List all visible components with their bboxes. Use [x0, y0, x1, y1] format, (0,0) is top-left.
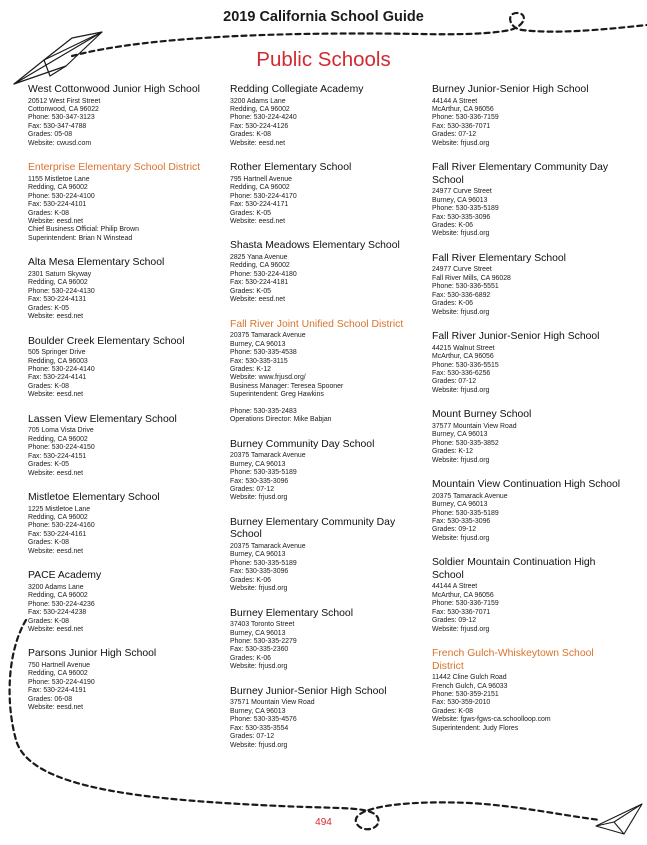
entry-detail: Fax: 530-224-4101	[28, 201, 87, 209]
entry-detail: Grades: 07-12	[432, 131, 477, 139]
school-name: Mountain View Continuation High School	[432, 479, 621, 491]
school-entry	[230, 240, 428, 304]
entry-detail: Phone: 530-224-4240	[230, 114, 297, 122]
entry-detail: Phone: 530-359-2151	[432, 690, 499, 698]
entry-detail: Phone: 530-336-5551	[432, 283, 499, 291]
school-name: West Cottonwood Junior High School	[28, 84, 200, 95]
school-name: Burney Junior-Senior High School	[230, 685, 387, 697]
district-name: Fall River Joint Unified School District	[230, 318, 404, 330]
school-name: Fall River Elementary Community Day School	[432, 162, 609, 186]
entry-detail: 44215 Walnut Street	[432, 344, 495, 352]
entry-detail: Website: frjusd.org	[230, 663, 288, 671]
school-name: Burney Community Day School	[230, 438, 375, 450]
entry-detail: Redding, CA 96003	[28, 357, 88, 365]
entry-detail: Redding, CA 96002	[230, 105, 290, 113]
entry-detail: Phone: 530-224-4180	[230, 270, 297, 278]
entry-detail: Website: cwusd.com	[28, 139, 92, 147]
entry-detail: 2825 Yana Avenue	[230, 253, 288, 261]
school-name: Soldier Mountain Continuation High School	[432, 557, 596, 581]
entry-detail: Fax: 530-224-4161	[28, 530, 87, 538]
school-name: Lassen View Elementary School	[28, 413, 177, 425]
entry-detail: Phone: 530-224-4130	[28, 287, 95, 295]
entry-detail: McArthur, CA 96056	[432, 105, 494, 113]
school-entry	[230, 162, 428, 226]
entry-detail: Website: eesd.net	[28, 469, 84, 477]
entry-detail: Fax: 530-335-3096	[432, 213, 491, 221]
school-name: Boulder Creek Elementary School	[28, 335, 185, 347]
section-title: Public Schools	[256, 48, 391, 71]
entry-detail: Fax: 530-336-6256	[432, 370, 491, 378]
entry-detail: Burney, CA 96013	[230, 707, 286, 715]
entry-detail: Website: frjusd.org	[432, 139, 490, 147]
school-entry	[28, 570, 226, 634]
school-name: Rother Elementary School	[230, 162, 352, 174]
entry-detail: Superintendent: Brian N Winstead	[28, 234, 133, 242]
entry-detail: Fax: 530-335-3096	[230, 477, 289, 485]
entry-detail: Fall River Mills, CA 96028	[432, 274, 511, 282]
entry-detail: Grades: K-08	[230, 131, 271, 139]
entry-detail: French Gulch, CA 96033	[432, 682, 508, 690]
entry-detail: Grades: K-06	[432, 300, 473, 308]
entry-detail: Phone: 530-224-4170	[230, 192, 297, 200]
entry-detail: Phone: 530-224-4100	[28, 192, 95, 200]
school-entry	[230, 439, 428, 503]
entry-detail: Website: frjusd.org	[432, 230, 490, 238]
school-entry	[432, 162, 628, 239]
entry-detail: Phone: 530-335-4538	[230, 349, 297, 357]
school-entry	[28, 492, 226, 556]
school-entry	[432, 84, 628, 148]
entry-detail: Phone: 530-335-5189	[230, 469, 297, 477]
spacer	[230, 400, 428, 408]
entry-detail: Phone: 530-335-5189	[432, 205, 499, 213]
entry-detail: Phone: 530-335-3852	[432, 439, 499, 447]
school-entry	[28, 648, 226, 712]
entry-detail: Redding, CA 96002	[28, 670, 88, 678]
entry-detail: Superintendent: Greg Hawkins	[230, 391, 324, 399]
entry-detail: Website: frjusd.org	[432, 625, 490, 633]
entry-detail: 37571 Mountain View Road	[230, 699, 315, 707]
entry-detail: Phone: 530-335-5189	[432, 509, 499, 517]
entry-detail: Redding, CA 96002	[230, 262, 290, 270]
entry-detail: Website: eesd.net	[230, 217, 286, 225]
entry-detail: Phone: 530-336-7159	[432, 600, 499, 608]
entry-detail: Fax: 530-335-2360	[230, 646, 289, 654]
entry-detail: Grades: 05-08	[28, 131, 73, 139]
entry-detail: Grades: 07-12	[230, 733, 275, 741]
entry-detail: Website: fgws-fgws-ca.schoolloop.com	[432, 716, 551, 724]
school-name: Alta Mesa Elementary School	[28, 257, 165, 269]
entry-detail: Website: eesd.net	[28, 547, 84, 555]
entry-detail: Phone: 530-224-4190	[28, 678, 95, 686]
entry-detail: Fax: 530-335-3115	[230, 357, 288, 365]
district-name: Enterprise Elementary School District	[28, 162, 201, 174]
entry-detail: 20512 West First Street	[28, 97, 101, 105]
directory-column-2	[230, 84, 428, 764]
school-name: Fall River Junior-Senior High School	[432, 331, 600, 343]
entry-detail: Grades: K-08	[28, 617, 69, 625]
entry-detail: Redding, CA 96002	[230, 184, 290, 192]
entry-detail: Phone: 530-224-4236	[28, 600, 95, 608]
entry-detail: Burney, CA 96013	[432, 431, 488, 439]
entry-detail: Chief Business Official: Philip Brown	[28, 226, 139, 234]
school-name: Mount Burney School	[432, 409, 532, 421]
entry-detail: Business Manager: Teresea Spooner	[230, 382, 344, 390]
entry-detail: Grades: 07-12	[432, 378, 477, 386]
entry-detail: Redding, CA 96002	[28, 279, 88, 287]
entry-detail: McArthur, CA 96056	[432, 591, 494, 599]
page-number: 494	[315, 817, 332, 828]
school-entry	[28, 414, 226, 478]
entry-detail: Grades: K-05	[28, 461, 69, 469]
district-entry	[230, 319, 428, 425]
entry-detail: Phone: 530-335-4576	[230, 716, 297, 724]
school-entry	[432, 331, 628, 395]
school-entry	[432, 479, 628, 543]
entry-detail: 505 Springer Drive	[28, 349, 86, 357]
entry-detail: 20375 Tamarack Avenue	[432, 492, 508, 500]
entry-detail: 24977 Curve Street	[432, 266, 492, 274]
entry-detail: Website: frjusd.org	[432, 534, 490, 542]
entry-detail: Fax: 530-335-3554	[230, 724, 289, 732]
entry-detail: Phone: 530-224-4150	[28, 444, 95, 452]
entry-detail: Phone: 530-336-5515	[432, 361, 499, 369]
district-entry	[28, 162, 226, 243]
entry-detail: Grades: 07-12	[230, 486, 275, 493]
directory-column-1	[28, 84, 226, 727]
entry-detail: McArthur, CA 96056	[432, 353, 494, 361]
entry-detail: Grades: K-05	[28, 304, 69, 312]
entry-detail: Website: eesd.net	[230, 296, 286, 304]
school-name: Mistletoe Elementary School	[28, 492, 160, 503]
entry-detail: 3200 Adams Lane	[230, 97, 286, 105]
entry-detail: Website: www.frjusd.org/	[230, 374, 306, 382]
entry-detail: Fax: 530-336-7071	[432, 608, 491, 616]
school-name: Burney Junior-Senior High School	[432, 84, 589, 95]
entry-detail: 1155 Mistletoe Lane	[28, 175, 90, 183]
entry-detail: Redding, CA 96002	[28, 184, 88, 192]
entry-detail: Grades: K-08	[28, 539, 69, 547]
entry-detail: Fax: 530-359-2010	[432, 699, 491, 707]
entry-detail: Fax: 530-347-4788	[28, 122, 87, 130]
entry-detail: Grades: K-06	[432, 222, 473, 230]
entry-detail: Superintendent: Judy Flores	[432, 724, 519, 732]
entry-detail: Redding, CA 96002	[28, 592, 88, 600]
entry-detail: 750 Hartnell Avenue	[28, 661, 90, 669]
entry-detail: 44144 A Street	[432, 583, 478, 591]
directory-column-3	[432, 84, 628, 747]
school-name: Shasta Meadows Elementary School	[230, 240, 400, 252]
entry-detail: 37577 Mountain View Road	[432, 422, 517, 430]
district-name: French Gulch-Whiskeytown School District	[432, 648, 594, 672]
entry-detail: Cottonwood, CA 96022	[28, 105, 99, 113]
entry-detail: Website: eesd.net	[28, 704, 84, 712]
entry-detail: Burney, CA 96013	[230, 551, 286, 559]
entry-detail: 2301 Saturn Skyway	[28, 270, 92, 278]
entry-detail: Grades: 09-12	[432, 617, 477, 625]
entry-detail: Grades: K-05	[230, 287, 271, 295]
entry-detail: Website: eesd.net	[28, 391, 84, 399]
entry-detail: Website: frjusd.org	[432, 308, 490, 316]
entry-detail: Fax: 530-224-4141	[28, 374, 87, 382]
entry-detail: Fax: 530-224-4191	[28, 687, 87, 695]
entry-detail: Fax: 530-224-4131	[28, 296, 87, 304]
entry-detail: Grades: K-12	[432, 448, 473, 456]
school-name: Burney Elementary Community Day School	[230, 516, 396, 541]
entry-detail: Phone: 530-336-7159	[432, 114, 499, 122]
entry-detail: Fax: 530-224-4238	[28, 609, 87, 617]
school-entry	[28, 84, 226, 148]
entry-detail: Burney, CA 96013	[230, 629, 286, 637]
district-entry	[432, 648, 628, 733]
school-entry	[432, 253, 628, 317]
entry-detail: Grades: K-12	[230, 365, 271, 373]
entry-detail: 1225 Mistletoe Lane	[28, 505, 91, 513]
entry-detail: Burney, CA 96013	[230, 340, 286, 348]
entry-detail: Grades: 06-08	[28, 695, 73, 703]
entry-detail: Phone: 530-224-4160	[28, 522, 95, 530]
entry-detail: 37403 Toronto Street	[230, 621, 295, 629]
entry-detail: 20375 Tamarack Avenue	[230, 452, 306, 460]
entry-detail: Phone: 530-335-5189	[230, 559, 297, 567]
entry-detail: Fax: 530-224-4171	[230, 201, 289, 209]
entry-detail: Grades: K-08	[432, 707, 473, 715]
entry-detail: Burney, CA 96013	[432, 501, 488, 509]
entry-detail: Website: eesd.net	[28, 217, 84, 225]
school-entry	[28, 336, 226, 400]
entry-detail: Grades: K-06	[230, 576, 271, 584]
school-entry	[230, 686, 428, 750]
entry-detail: Fax: 530-224-4126	[230, 122, 289, 130]
school-name: Fall River Elementary School	[432, 252, 566, 264]
entry-detail: Redding, CA 96002	[28, 435, 88, 443]
entry-detail: Operations Director: Mike Babjan	[230, 416, 332, 424]
entry-detail: Website: frjusd.org	[230, 494, 288, 502]
school-name: PACE Academy	[28, 570, 102, 582]
entry-detail: 44144 A Street	[432, 97, 478, 105]
entry-detail: Phone: 530-224-4140	[28, 365, 95, 373]
entry-detail: 20375 Tamarack Avenue	[230, 332, 306, 340]
school-entry	[432, 557, 628, 634]
entry-detail: Redding, CA 96002	[28, 513, 88, 521]
entry-detail: 3200 Adams Lane	[28, 583, 84, 591]
school-entry	[230, 608, 428, 672]
entry-detail: Fax: 530-335-3096	[432, 518, 491, 525]
entry-detail: Website: eesd.net	[28, 313, 84, 321]
entry-detail: Phone: 530-347-3123	[28, 114, 95, 122]
entry-detail: Website: frjusd.org	[432, 386, 490, 394]
entry-detail: 795 Hartnell Avenue	[230, 175, 292, 183]
entry-detail: Burney, CA 96013	[432, 196, 488, 204]
entry-detail: Website: frjusd.org	[230, 585, 288, 593]
entry-detail: Grades: K-08	[28, 382, 69, 390]
entry-detail: Grades: K-05	[230, 209, 271, 217]
school-name: Parsons Junior High School	[28, 648, 157, 660]
entry-detail: Grades: 09-12	[432, 526, 477, 534]
entry-detail: Burney, CA 96013	[230, 460, 286, 468]
entry-detail: Website: eesd.net	[28, 625, 84, 633]
entry-detail: 11442 Cline Gulch Road	[432, 674, 507, 682]
entry-detail: 24977 Curve Street	[432, 188, 492, 196]
entry-detail: 705 Loma Vista Drive	[28, 427, 94, 435]
entry-detail: Fax: 530-224-4181	[230, 279, 289, 287]
school-entry	[230, 84, 428, 148]
entry-detail: Website: frjusd.org	[432, 456, 490, 464]
school-entry	[432, 409, 628, 465]
entry-detail: Phone: 530-335-2279	[230, 638, 297, 646]
entry-detail: Grades: K-06	[230, 654, 271, 662]
school-name: Burney Elementary School	[230, 607, 354, 619]
school-entry	[230, 517, 428, 594]
entry-detail: Fax: 530-336-7071	[432, 122, 491, 130]
entry-detail: 20375 Tamarack Avenue	[230, 542, 306, 550]
guide-title: 2019 California School Guide	[223, 9, 424, 25]
entry-detail: Grades: K-08	[28, 209, 69, 217]
school-entry	[28, 257, 226, 321]
entry-detail: Fax: 530-224-4151	[28, 452, 87, 460]
entry-detail: Website: eesd.net	[230, 139, 286, 147]
entry-detail: Phone: 530-335-2483	[230, 407, 297, 415]
entry-detail: Fax: 530-336-6892	[432, 291, 491, 299]
entry-detail: Website: frjusd.org	[230, 741, 288, 749]
entry-detail: Fax: 530-335-3096	[230, 568, 289, 576]
school-name: Redding Collegiate Academy	[230, 84, 364, 95]
